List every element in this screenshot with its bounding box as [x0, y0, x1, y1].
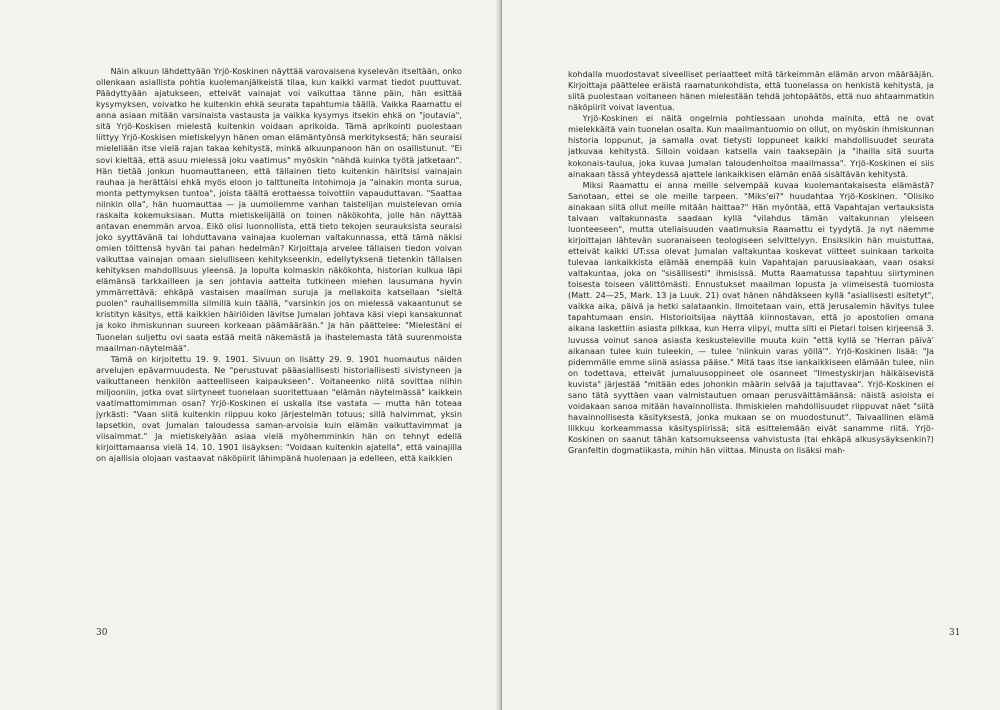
paragraph: Yrjö-Koskinen ei näitä ongelmia pohtiessaan unohda mainita, että ne ovat mielekkäitä vain tuonelan osalta. Kun maailmantuomio on ollut, on myöskin ihmiskunnan historia loppunut, ja samalla ovat tietysti loppuneet kaikki mahdollisuudet seurata jatkuvaa kehitystä. Silloin voidaan katsella vain taaksepäin ja "ihailla sitä suurta kokonais-taulua, joka kuvaa Jumalan taloudenhoitoa maailmassa". Yrjö-Koskinen ei siis ainakaan tässä yhteydessä ajattele iankaikkisen elämän enää sisältävän kehitystä. [568, 113, 934, 179]
page-number: 31 [949, 628, 961, 638]
right-page-text [568, 69, 934, 456]
paragraph: Näin alkuun lähdettyään Yrjö-Koskinen näyttää varovaisena kyselevän itseltään, onko ollenkaan asiallista pohtia kuolemanjälkeistä tilaa, kun kaikki varmat tiedot puuttuvat. Päädyttyään ajatukseen, etteivät vainajat voi vaikuttaa tänne päin, hän esittää kysymyksen, voivatko he kuitenkin ehkä seurata tapahtumia täällä. Vaikka Raamattu ei anna asiaan mitään varsinaista vastausta ja vaikka kysymys itsekin ehkä on "joutavia", sitä Yrjö-Koskisen mielestä kuitenkin voidaan aprikoida. Tämä aprikointi puolestaan liittyy Yrjö-Koskisen mietiskelyyn hänen oman elämäntyönsä merkityksestä; hän seuraisi mielellään itse vielä rajan takaa kehitystä, minkä alkuunpanoon hän on osallistunut. "Ei sovi kieltää, että asuu mielessä joku vaatimus" myöskin "nähdä kuinka työtä jatketaan". Hän tietää jonkun huomauttaneen, että tällainen tieto kuitenkin häiritsisi vainajain rauhaa ja herättäisi ehkä myös eloon jo talttuneita intohimoja ja "ainakin monta surua, monta pettymyksen tuntoa", joista täältä erottaessa toivottiin vapauduttavan. "Saattaa niinkin olla", hän huomauttaa — ja uumoilemme vanhan taistelijan muistelevan omia raskaita kokemuksiaan. Mutta mietiskelijällä on toinen näkökohta, jolle hän näyttää antavan enemmän arvoa. Eikö olisi luonnollista, että tieto tekojen seurauksista seuraisi joko syyttävänä tai lohduttavana vainajaa kuoleman valtakunnassa, että tämä näkisi omien töittensä hyvän tai pahan hedelmän? Kirjoittaja arvelee tällaisen tiedon voivan vaikuttaa vainajan omaan sielulliseen kehitykseenkin, edellytyksenä tietenkin tällaisen kehityksen mahdollisuus yleensä. Ja lopulta kolmaskin näkökohta, historian kulkua läpi elämänsä tarkkailleen ja sen johtavia aatteita tutkineen miehen lausumana hyvin ymmärrettävä: ehkäpä vastaisen maailman suruja ja mellakoita katsellaan "sieltä puolen" rauhallisemmilla silmillä kuin täällä, "varsinkin jos on mielessä vakaantunut se kristityn käsitys, että kaikkien häiriöiden lävitse Jumalan johtava käsi viepi kansakunnat ja koko ihmiskunnan suureen korkeaan päämäärään." Ja hän päättelee: "Mielestäni ei Tuonelan suljettu ovi saata estää meitä näkemästä ja ihastelemasta tätä suurenmoista maailman-näytelmää". [96, 66, 462, 353]
paragraph: kohdalla muodostavat siveelliset periaatteet mitä tärkeimmän elämän arvon määrääjän. Kirjoittaja päättelee eräistä raamatunkohdista, että tuonelassa on henkistä kehitystä, ja siitä puolestaan voitaneen hänen mielestään tehdä johtopäätös, että nuo ahtaammatkin näköpiirit voivat laventua. [568, 69, 934, 113]
page-number: 30 [96, 628, 108, 638]
right-page [502, 0, 1000, 710]
left-page [0, 0, 498, 710]
paragraph: Tämä on kirjoitettu 19. 9. 1901. Sivuun on lisätty 29. 9. 1901 huomautus näiden arvelujen epävarmuudesta. Ne "perustuvat pääasiallisesti historiallisesti sivistyneen ja vaikuttaneen henkilön aatteelliseen kaipaukseen". Voitaneenko niitä sovittaa niihin miljooniin, jotka ovat siirtyneet tuonelaan suoritettuaan "elämän näytelmässä" kaikkein vaatimattomimman osan? Yrjö-Koskinen ei uskalla itse vastata — mutta hän toteaa jyrkästi: "Vaan siitä kuitenkin riippuu koko järjestelmän totuus; sillä halvimmat, yksin lapsetkin, ovat Jumalan taloudessa saman-arvoisia kuin elämän vaikuttavimmat ja viisaimmat." Ja mietiskelyään asiaa vielä myöhemminkin hän on tehnyt edellä kirjoittamaansa vielä 14. 10. 1901 lisäyksen: "Voidaan kuitenkin ajatella", että vainajilla on ajallisia olojaan vastaavat näköpiirit lähimpänä huolenaan ja edelleen, että kaikkien [96, 353, 462, 464]
left-page-text [96, 66, 462, 464]
paragraph: Miksi Raamattu ei anna meille selvempää kuvaa kuolemantakaisesta elämästä? Sanotaan, ettei se ole meille tarpeen. "Miks'ei?" huudahtaa Yrjö-Koskinen. "Olisiko ainakaan siitä ollut meille mitään haittaa?" Hän myöntää, että Vapahtajan vertauksista taivaan valtakunnasta saadaan kyllä "vilahdus tämän valtakunnan yleiseen luonteeseen", mutta uteliaisuuden vaatimuksia Raamattu ei tyydytä. Ja nyt näemme kirjoittajan lähtevän suoranaiseen teologiseen selvittelyyn. Ensiksikin hän muistuttaa, etteivät kaikki UT:ssa olevat Jumalan valtakuntaa koskevat viitteet suinkaan tarkoita tulevaa iankaikkista elämää enempää kuin Vapahtajan paruusiaakaan, vaan osaksi valtakuntaa, joka on "sisällisesti" ihmisissä. Mutta Raamatussa tapahtuu siirtyminen toisesta toiseen välittömästi. Ennustukset maailman lopusta ja viimeisestä tuomiosta (Matt. 24—25, Mark. 13 ja Luuk. 21) ovat hänen nähdäkseen kyllä "asiallisesti esitetyt", vaikka aika, päivä ja hetki salataankin. Ilmoitetaan vain, että Jerusalemin hävitys tulee tapahtumaan ensin. Historioitsijaa näyttää kiinnostavan, että jo apostolien omana aikana laskettiin asiasta pilkkaa, kun Herra viipyi, mutta silti ei Pietari toisen kirjeensä 3. luvussa voinut sanoa asiasta keskusteleville muuta kuin "että kyllä se 'Herran päivä' aikanaan tulee kuin tuleekin, — tulee 'niinkuin varas yöllä'". Yrjö-Koskinen lisää: "Ja pidemmälle emme siinä asiassa pääse." Mitä taas itse iankaikkiseen elämään tulee, niin on todettava, etteivät jumaluusoppineet ole osanneet "Ilmestyskirjan häikäisevistä kuvista" järjestää "mitään edes johonkin määrin selvää ja tajuttavaa". Yrjö-Koskinen ei sano tätä syyttäen vaan valmistautuen omaan perusväittämäänsä: näistä asioista ei voidakaan sanoa mitään havainnollista. Ihmiskielen mahdollisuudet riippuvat näet "siitä havainnollisesta käsityksestä, jonka mukaan se on muodostunut". Taivaallinen elämä liikkuu korkeammassa käsityspiirissä; sitä esittelemään eivät sanamme riitä. Yrjö-Koskinen on saanut tähän katsomukseensa vahvistusta (tai ehkäpä alkusysäyksenkin?) Granfeltin dogmatiikasta, mihin hän viittaa. Minusta on lisäksi mah- [568, 179, 934, 456]
